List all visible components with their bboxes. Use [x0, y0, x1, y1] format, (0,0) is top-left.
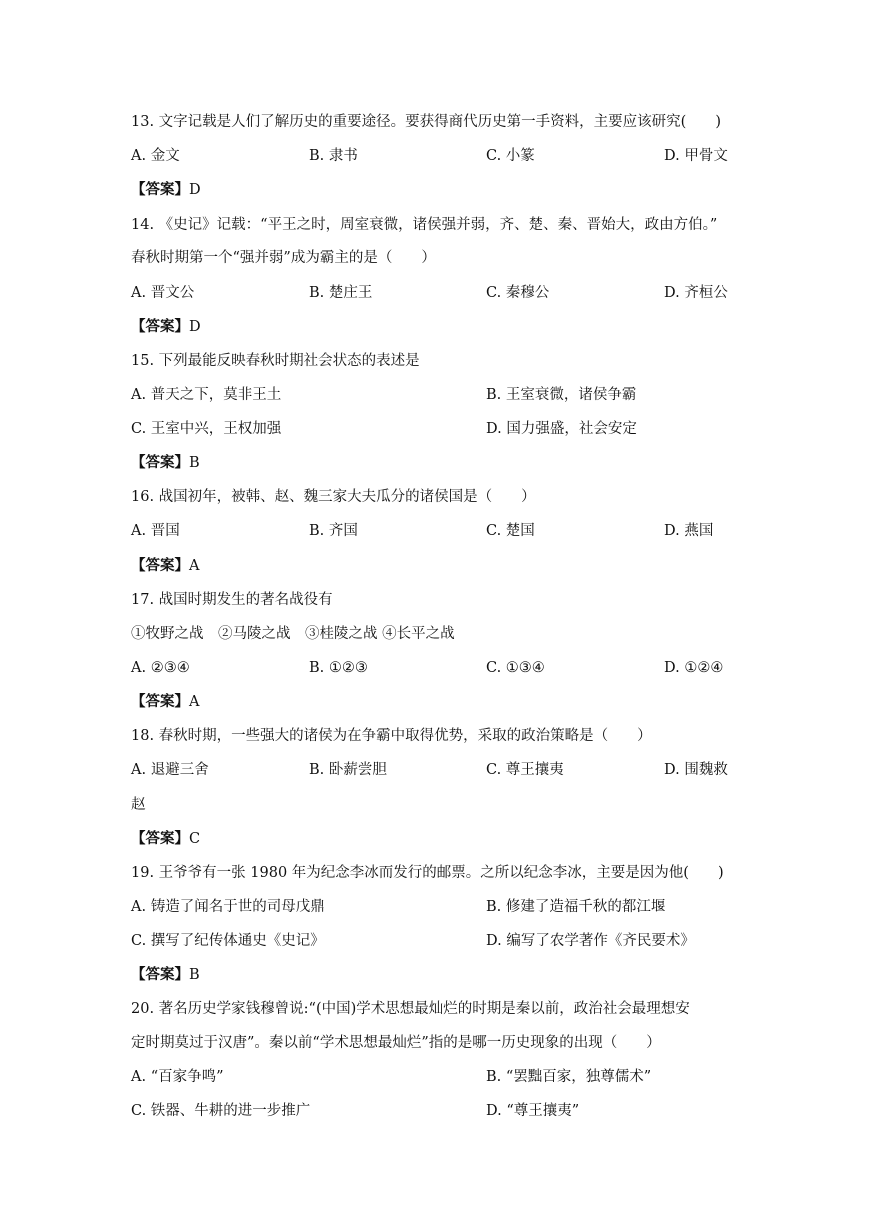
question-19-option-d: D. 编写了农学著作《齐民要术》 — [486, 933, 695, 949]
question-15-option-a: A. 普天之下，莫非王土 — [131, 387, 282, 403]
answer-prefix: 【答案】 — [131, 830, 189, 847]
question-16-option-c: C. 楚国 — [486, 523, 535, 539]
answer-value: D — [189, 319, 201, 335]
answer-value: B — [189, 455, 200, 471]
question-14-answer — [131, 317, 201, 337]
question-13-option-a: A. 金文 — [131, 148, 180, 164]
question-14-option-a: A. 晋文公 — [131, 285, 195, 301]
answer-prefix: 【答案】 — [131, 318, 189, 335]
question-19-option-c: C. 撰写了纪传体通史《史记》 — [131, 933, 325, 949]
question-20-option-d: D. “尊王攘夷” — [486, 1103, 580, 1119]
question-18-option-b: B. 卧薪尝胆 — [309, 762, 387, 778]
question-14-stem-line-1: 14. 《史记》记载：“平王之时，周室衰微，诸侯强并弱，齐、楚、秦、晋始大，政由方伯。” — [131, 217, 718, 233]
answer-value: A — [189, 558, 200, 574]
question-17-answer — [131, 692, 199, 712]
question-20-option-c: C. 铁器、牛耕的进一步推广 — [131, 1103, 311, 1119]
question-17-option-b: B. ①②③ — [309, 660, 368, 676]
question-20-stem-line-2: 定时期莫过于汉唐”。秦以前“学术思想最灿烂”指的是哪一历史现象的出现（ ） — [131, 1035, 661, 1051]
question-15-answer — [131, 453, 200, 473]
question-16-option-a: A. 晋国 — [131, 523, 180, 539]
question-19-option-b: B. 修建了造福千秋的都江堰 — [486, 899, 666, 915]
question-19-stem: 19. 王爷爷有一张 1980 年为纪念李冰而发行的邮票。之所以纪念李冰，主要是因为他( ) — [131, 865, 724, 881]
answer-prefix: 【答案】 — [131, 966, 189, 983]
question-13-option-d: D. 甲骨文 — [664, 148, 728, 164]
question-18-option-c: C. 尊王攘夷 — [486, 762, 564, 778]
question-17-option-c: C. ①③④ — [486, 660, 545, 676]
question-15-option-c: C. 王室中兴，王权加强 — [131, 421, 282, 437]
question-16-option-b: B. 齐国 — [309, 523, 358, 539]
question-18-stem: 18. 春秋时期，一些强大的诸侯为在争霸中取得优势，采取的政治策略是（ ） — [131, 728, 652, 744]
question-15-stem: 15. 下列最能反映春秋时期社会状态的表述是 — [131, 353, 420, 369]
question-17-option-d: D. ①②④ — [664, 660, 724, 676]
question-14-stem-line-2: 春秋时期第一个“强并弱”成为霸主的是（ ） — [131, 250, 436, 266]
answer-value: B — [189, 967, 200, 983]
question-18-answer — [131, 829, 200, 849]
answer-prefix: 【答案】 — [131, 557, 189, 574]
answer-value: C — [189, 831, 201, 847]
question-17-stem-line-1: 17. 战国时期发生的著名战役有 — [131, 592, 333, 608]
question-18-option-d-continuation: 赵 — [131, 797, 146, 813]
question-13-option-b: B. 隶书 — [309, 148, 358, 164]
question-14-option-c: C. 秦穆公 — [486, 285, 550, 301]
question-15-option-d: D. 国力强盛，社会安定 — [486, 421, 637, 437]
question-18-option-a: A. 退避三舍 — [131, 762, 209, 778]
question-13-stem: 13. 文字记载是人们了解历史的重要途径。要获得商代历史第一手资料，主要应该研究( ) — [131, 114, 721, 130]
question-16-answer — [131, 556, 199, 576]
question-17-option-a: A. ②③④ — [131, 660, 190, 676]
question-13-answer — [131, 180, 201, 200]
question-17-stem-line-2: ①牧野之战 ②马陵之战 ③桂陵之战 ④长平之战 — [131, 626, 455, 642]
question-18-option-d: D. 围魏救 — [664, 762, 728, 778]
answer-value: A — [189, 694, 200, 710]
question-13-option-c: C. 小篆 — [486, 148, 535, 164]
answer-prefix: 【答案】 — [131, 454, 189, 471]
answer-prefix: 【答案】 — [131, 693, 189, 710]
answer-value: D — [189, 182, 201, 198]
question-16-stem: 16. 战国初年，被韩、赵、魏三家大夫瓜分的诸侯国是（ ） — [131, 489, 536, 505]
question-19-option-a: A. 铸造了闻名于世的司母戊鼎 — [131, 899, 325, 915]
question-20-stem-line-1: 20. 著名历史学家钱穆曾说:“(中国)学术思想最灿烂的时期是秦以前，政治社会最理想安 — [131, 1001, 690, 1017]
question-20-option-b: B. “罢黜百家，独尊儒术” — [486, 1069, 652, 1085]
question-20-option-a: A. “百家争鸣” — [131, 1069, 224, 1085]
question-14-option-b: B. 楚庄王 — [309, 285, 373, 301]
question-15-option-b: B. 王室衰微，诸侯争霸 — [486, 387, 637, 403]
answer-prefix: 【答案】 — [131, 181, 189, 198]
question-14-option-d: D. 齐桓公 — [664, 285, 728, 301]
question-19-answer — [131, 965, 200, 985]
question-16-option-d: D. 燕国 — [664, 523, 714, 539]
